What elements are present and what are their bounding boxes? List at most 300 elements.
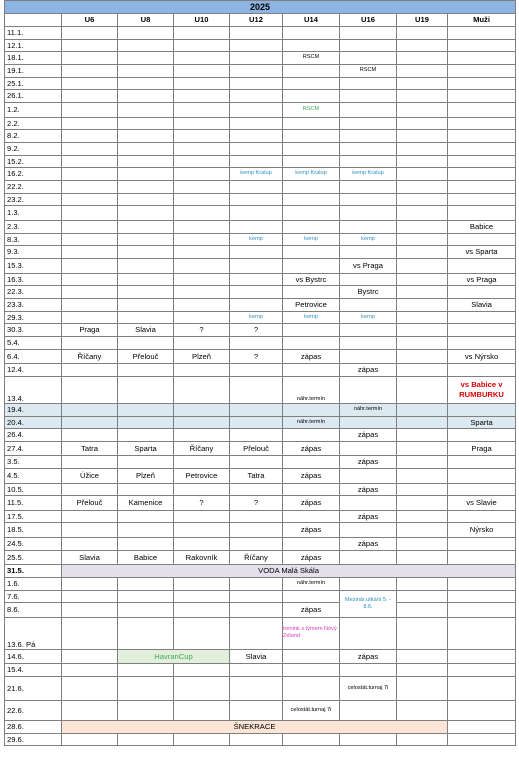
event-cell (397, 523, 448, 538)
event-cell (118, 456, 174, 469)
event-cell (174, 65, 230, 78)
event-cell (62, 364, 118, 377)
event-cell (62, 246, 118, 259)
event-cell: HavranCup (118, 649, 230, 664)
event-cell (448, 103, 516, 118)
event-cell (397, 311, 448, 324)
event-cell (118, 143, 174, 156)
event-cell (118, 416, 174, 429)
event-cell: Praga (62, 324, 118, 337)
event-cell (230, 193, 283, 206)
event-cell (340, 39, 397, 52)
event-cell (397, 90, 448, 103)
event-cell (174, 403, 230, 416)
event-cell (230, 700, 283, 720)
event-cell (397, 403, 448, 416)
schedule-row (5, 77, 516, 90)
event-cell (174, 676, 230, 700)
event-cell: náhr.termín (283, 376, 340, 403)
event-cell (174, 155, 230, 168)
event-cell: celostát.turnaj 7i (340, 676, 397, 700)
event-cell (283, 364, 340, 377)
event-cell (340, 103, 397, 118)
event-cell (174, 52, 230, 65)
event-cell (397, 193, 448, 206)
event-cell: Babice (118, 550, 174, 565)
event-cell (397, 510, 448, 523)
event-cell (397, 206, 448, 221)
event-cell (397, 700, 448, 720)
event-cell (62, 233, 118, 246)
event-cell (62, 259, 118, 274)
event-cell (118, 483, 174, 496)
event-cell (118, 617, 174, 649)
event-cell (448, 90, 516, 103)
event-cell (397, 143, 448, 156)
event-cell (62, 311, 118, 324)
event-cell (340, 143, 397, 156)
event-cell (448, 77, 516, 90)
event-cell (448, 27, 516, 40)
event-cell (397, 429, 448, 442)
event-cell (397, 664, 448, 677)
event-cell (340, 617, 397, 649)
event-cell: Mezinár.utkání 5. - 8.6. (340, 590, 397, 617)
event-cell: zápas (283, 469, 340, 484)
date-cell: 13.6. Pá (5, 617, 62, 649)
event-cell (62, 700, 118, 720)
event-cell: Říčany (230, 550, 283, 565)
event-cell (62, 429, 118, 442)
event-cell: zápas (283, 550, 340, 565)
date-cell: 20.4. (5, 416, 62, 429)
event-cell (230, 664, 283, 677)
event-cell: RSCM (283, 52, 340, 65)
event-cell: kemp (340, 311, 397, 324)
event-cell (62, 143, 118, 156)
event-cell (448, 206, 516, 221)
event-cell (118, 510, 174, 523)
event-cell (118, 168, 174, 181)
event-cell (230, 590, 283, 603)
sheet-title: 2025 (5, 1, 516, 14)
event-cell (283, 77, 340, 90)
event-cell (448, 286, 516, 299)
event-cell (174, 537, 230, 550)
event-cell (118, 27, 174, 40)
event-cell (283, 590, 340, 603)
event-cell: vs Praga (448, 273, 516, 286)
schedule-row (5, 181, 516, 194)
event-cell (283, 143, 340, 156)
event-cell (118, 77, 174, 90)
event-cell: Plzeň (174, 349, 230, 364)
event-cell (118, 429, 174, 442)
event-cell: Přelouč (230, 441, 283, 456)
event-cell (174, 181, 230, 194)
event-cell (340, 700, 397, 720)
schedule-row (5, 324, 516, 337)
event-cell: ? (230, 496, 283, 511)
event-cell (174, 523, 230, 538)
event-cell (62, 168, 118, 181)
event-cell (174, 311, 230, 324)
event-cell: kemp (283, 311, 340, 324)
event-cell (118, 733, 174, 746)
date-cell: 2.2. (5, 117, 62, 130)
event-cell: náhr.termín (283, 416, 340, 429)
event-cell (397, 324, 448, 337)
event-cell (62, 103, 118, 118)
header-u14: U14 (283, 14, 340, 27)
event-cell: Tatra (230, 469, 283, 484)
event-cell (174, 376, 230, 403)
schedule-row (5, 676, 516, 700)
event-cell (174, 117, 230, 130)
event-cell (340, 220, 397, 233)
event-cell: kemp (230, 233, 283, 246)
event-cell (397, 376, 448, 403)
date-cell: 22.6. (5, 700, 62, 720)
event-cell (397, 155, 448, 168)
event-cell: Slavia (448, 298, 516, 311)
event-cell (230, 77, 283, 90)
event-cell: Praga (448, 441, 516, 456)
schedule-row (5, 103, 516, 118)
date-cell: 16.3. (5, 273, 62, 286)
event-cell: vs Babice v RUMBURKU (448, 376, 516, 403)
date-cell: 8.6. (5, 603, 62, 618)
event-cell (283, 483, 340, 496)
event-cell (118, 537, 174, 550)
event-cell (62, 286, 118, 299)
event-cell: Sparta (448, 416, 516, 429)
event-cell (283, 90, 340, 103)
event-cell (340, 273, 397, 286)
schedule-row (5, 311, 516, 324)
event-cell (340, 336, 397, 349)
date-cell: 15.4. (5, 664, 62, 677)
event-cell (118, 220, 174, 233)
schedule-row (5, 117, 516, 130)
event-cell (448, 676, 516, 700)
header-u12: U12 (230, 14, 283, 27)
schedule-row (5, 298, 516, 311)
schedule-row (5, 577, 516, 590)
date-cell: 1.3. (5, 206, 62, 221)
schedule-row (5, 376, 516, 403)
event-cell (397, 259, 448, 274)
event-cell: náhr.termín (283, 577, 340, 590)
date-cell: 23.3. (5, 298, 62, 311)
event-cell (397, 349, 448, 364)
event-cell (118, 206, 174, 221)
event-cell (62, 617, 118, 649)
event-cell: zápas (340, 537, 397, 550)
schedule-row (5, 220, 516, 233)
event-cell (230, 364, 283, 377)
schedule-row (5, 286, 516, 299)
event-cell (340, 206, 397, 221)
date-cell: 19.1. (5, 65, 62, 78)
event-cell: Petrovice (283, 298, 340, 311)
date-cell: 7.6. (5, 590, 62, 603)
schedule-body (5, 1, 516, 746)
event-cell (448, 65, 516, 78)
event-cell (118, 273, 174, 286)
event-cell: Přelouč (118, 349, 174, 364)
event-cell (340, 496, 397, 511)
event-cell: RSCM (340, 65, 397, 78)
schedule-row (5, 429, 516, 442)
event-cell (397, 77, 448, 90)
event-cell (448, 155, 516, 168)
event-cell (397, 298, 448, 311)
schedule-row (5, 246, 516, 259)
date-cell: 26.1. (5, 90, 62, 103)
schedule-row (5, 649, 516, 664)
event-cell (174, 193, 230, 206)
date-cell: 12.4. (5, 364, 62, 377)
event-cell: ? (230, 349, 283, 364)
event-cell (174, 603, 230, 618)
event-cell (397, 233, 448, 246)
date-cell: 21.6. (5, 676, 62, 700)
schedule-row (5, 565, 516, 578)
event-cell (174, 510, 230, 523)
event-cell: Petrovice (174, 469, 230, 484)
event-cell (174, 298, 230, 311)
event-cell: Říčany (62, 349, 118, 364)
schedule-row (5, 603, 516, 618)
event-cell (397, 364, 448, 377)
event-cell (448, 181, 516, 194)
event-cell: RSCM (283, 103, 340, 118)
event-cell (283, 676, 340, 700)
event-cell: trénink s týmem Nový Zéland (283, 617, 340, 649)
event-cell: Slavia (230, 649, 283, 664)
date-cell: 3.5. (5, 456, 62, 469)
event-cell (174, 143, 230, 156)
event-cell (118, 577, 174, 590)
schedule-row (5, 155, 516, 168)
event-cell (118, 523, 174, 538)
schedule-row (5, 664, 516, 677)
schedule-row (5, 233, 516, 246)
event-cell (118, 90, 174, 103)
event-cell (62, 664, 118, 677)
event-cell (230, 733, 283, 746)
event-cell (174, 206, 230, 221)
event-cell (448, 590, 516, 603)
event-cell (174, 27, 230, 40)
event-cell (118, 664, 174, 677)
schedule-row (5, 27, 516, 40)
event-cell (230, 429, 283, 442)
schedule-row (5, 700, 516, 720)
schedule-row (5, 52, 516, 65)
event-cell (118, 233, 174, 246)
event-cell (174, 130, 230, 143)
event-cell (62, 416, 118, 429)
schedule-row (5, 273, 516, 286)
event-cell (283, 336, 340, 349)
event-cell (340, 324, 397, 337)
event-cell (174, 286, 230, 299)
event-cell (397, 246, 448, 259)
schedule-row (5, 90, 516, 103)
schedule-row (5, 193, 516, 206)
event-cell (118, 603, 174, 618)
event-cell (340, 416, 397, 429)
event-cell (230, 220, 283, 233)
merged-event-cell: VODA Malá Skála (62, 565, 516, 578)
event-cell (340, 469, 397, 484)
event-cell: vs Slavie (448, 496, 516, 511)
event-cell (62, 483, 118, 496)
event-cell (62, 676, 118, 700)
event-cell: Úžice (62, 469, 118, 484)
event-cell (397, 441, 448, 456)
event-cell (174, 77, 230, 90)
event-cell (397, 39, 448, 52)
event-cell (397, 676, 448, 700)
event-cell (397, 103, 448, 118)
event-cell (397, 577, 448, 590)
event-cell (283, 649, 340, 664)
date-cell: 17.5. (5, 510, 62, 523)
merged-event-cell: ŠNEKRACE (62, 720, 448, 733)
schedule-row (5, 336, 516, 349)
schedule-row (5, 456, 516, 469)
schedule-row (5, 590, 516, 603)
date-cell: 26.4. (5, 429, 62, 442)
date-cell: 22.3. (5, 286, 62, 299)
event-cell (448, 311, 516, 324)
event-cell (397, 590, 448, 603)
event-cell (118, 286, 174, 299)
date-cell: 15.3. (5, 259, 62, 274)
event-cell (448, 649, 516, 664)
event-cell (230, 286, 283, 299)
event-cell (230, 130, 283, 143)
event-cell (118, 155, 174, 168)
date-cell: 28.6. (5, 720, 62, 733)
event-cell (118, 259, 174, 274)
event-cell (448, 456, 516, 469)
event-cell: kemp Kralup (340, 168, 397, 181)
date-cell: 27.4. (5, 441, 62, 456)
event-cell (397, 469, 448, 484)
event-cell (397, 336, 448, 349)
date-cell: 25.5. (5, 550, 62, 565)
event-cell: kemp (230, 311, 283, 324)
event-cell: náhr.termín (340, 403, 397, 416)
event-cell (283, 27, 340, 40)
event-cell: zápas (340, 456, 397, 469)
event-cell (283, 510, 340, 523)
date-cell: 16.2. (5, 168, 62, 181)
date-cell: 29.6. (5, 733, 62, 746)
event-cell (230, 603, 283, 618)
event-cell (230, 39, 283, 52)
event-cell (340, 523, 397, 538)
event-cell (174, 336, 230, 349)
schedule-row (5, 550, 516, 565)
event-cell (397, 416, 448, 429)
event-cell (118, 39, 174, 52)
event-cell (448, 193, 516, 206)
date-cell: 14.6. (5, 649, 62, 664)
event-cell (283, 65, 340, 78)
event-cell (62, 90, 118, 103)
event-cell: kemp (340, 233, 397, 246)
event-cell (340, 550, 397, 565)
event-cell (448, 168, 516, 181)
event-cell (62, 273, 118, 286)
event-cell (62, 603, 118, 618)
event-cell (397, 130, 448, 143)
date-cell: 13.4. (5, 376, 62, 403)
schedule-row (5, 403, 516, 416)
event-cell (448, 324, 516, 337)
event-cell (230, 456, 283, 469)
event-cell (448, 537, 516, 550)
event-cell (118, 298, 174, 311)
event-cell (397, 220, 448, 233)
schedule-row (5, 65, 516, 78)
event-cell: vs Sparta (448, 246, 516, 259)
event-cell (174, 416, 230, 429)
date-cell: 9.3. (5, 246, 62, 259)
event-cell (340, 117, 397, 130)
event-cell (283, 324, 340, 337)
date-cell: 18.5. (5, 523, 62, 538)
date-cell: 29.3. (5, 311, 62, 324)
event-cell (283, 206, 340, 221)
event-cell (62, 376, 118, 403)
event-cell (118, 376, 174, 403)
date-cell: 9.2. (5, 143, 62, 156)
date-cell: 23.2. (5, 193, 62, 206)
date-cell: 11.1. (5, 27, 62, 40)
event-cell (118, 246, 174, 259)
schedule-row (5, 617, 516, 649)
event-cell (62, 193, 118, 206)
event-cell (397, 649, 448, 664)
event-cell (397, 286, 448, 299)
event-cell (230, 336, 283, 349)
event-cell (340, 155, 397, 168)
date-cell: 1.2. (5, 103, 62, 118)
event-cell (448, 577, 516, 590)
event-cell (230, 617, 283, 649)
event-cell (230, 537, 283, 550)
event-cell (283, 286, 340, 299)
event-cell (397, 733, 448, 746)
event-cell: zápas (283, 496, 340, 511)
event-cell (283, 220, 340, 233)
date-cell: 19.4. (5, 403, 62, 416)
schedule-row (5, 130, 516, 143)
event-cell: kemp Kralup (283, 168, 340, 181)
event-cell: vs Nýrsko (448, 349, 516, 364)
event-cell (397, 27, 448, 40)
event-cell (448, 364, 516, 377)
date-cell: 22.2. (5, 181, 62, 194)
event-cell (448, 143, 516, 156)
schedule-row (5, 39, 516, 52)
